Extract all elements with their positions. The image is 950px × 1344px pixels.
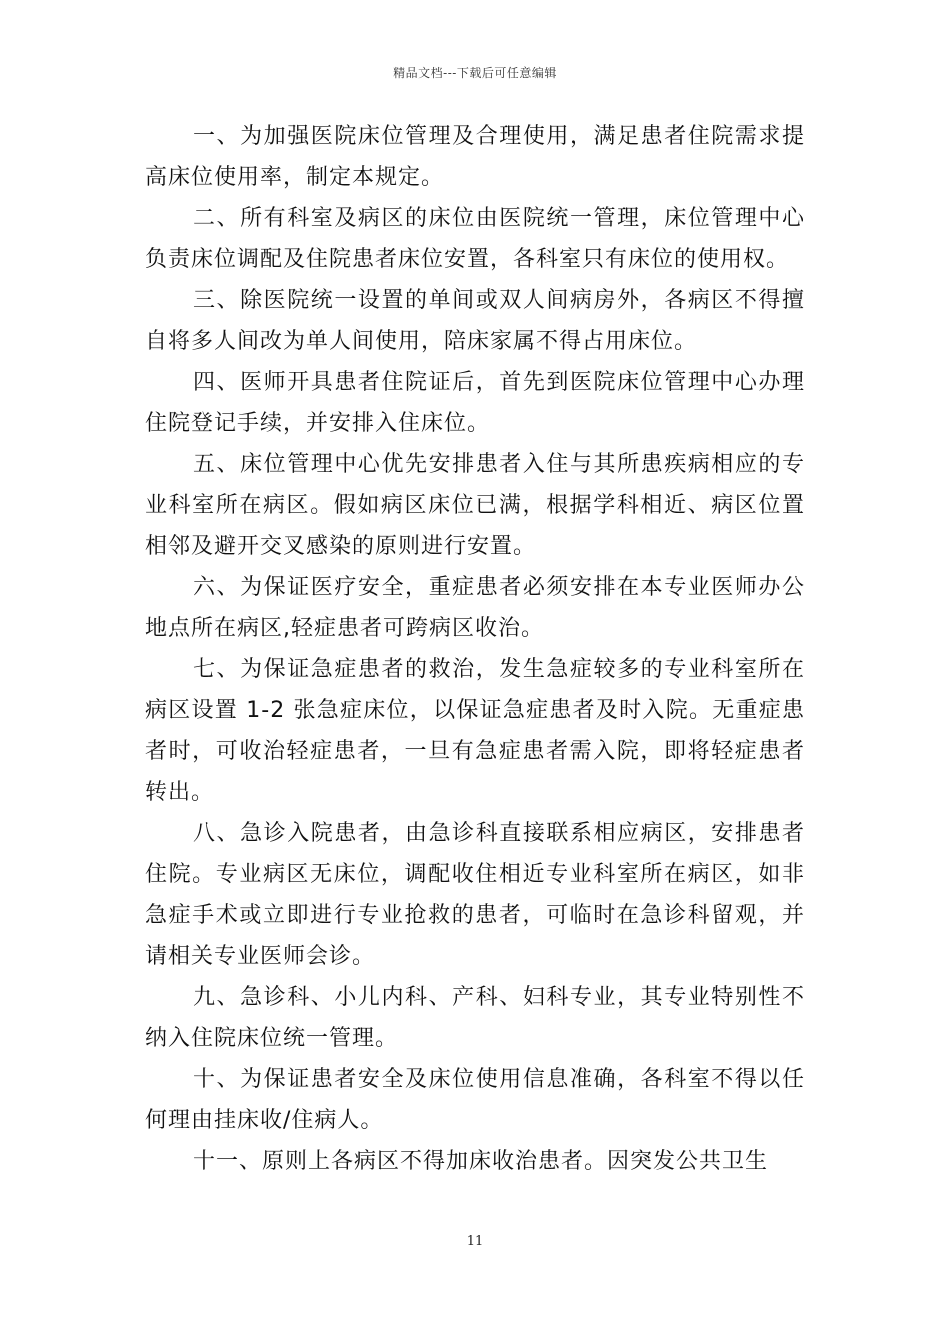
page-header: 精品文档---下载后可任意编辑	[393, 66, 557, 80]
paragraph-9: 九、急诊科、小儿内科、产科、妇科专业，其专业特别性不纳入住院床位统一管理。	[145, 985, 805, 1051]
document-body	[145, 116, 805, 1182]
paragraph-2: 二、所有科室及病区的床位由医院统一管理，床位管理中心负责床位调配及住院患者床位安置，各科室只有床位的使用权。	[145, 206, 805, 272]
paragraph-5: 五、床位管理中心优先安排患者入住与其所患疾病相应的专业科室所在病区。假如病区床位已满，根据学科相近、病区位置相邻及避开交叉感染的原则进行安置。	[145, 452, 805, 559]
paragraph-11: 十一、原则上各病区不得加床收治患者。因突发公共卫生	[193, 1149, 769, 1174]
paragraph-1: 一、为加强医院床位管理及合理使用，满足患者住院需求提高床位使用率，制定本规定。	[145, 124, 805, 190]
paragraph-3: 三、除医院统一设置的单间或双人间病房外，各病区不得擅自将多人间改为单人间使用，陪床家属不得占用床位。	[145, 288, 805, 354]
paragraph-4: 四、医师开具患者住院证后，首先到医院床位管理中心办理住院登记手续，并安排入住床位。	[145, 370, 805, 436]
paragraph-8: 八、急诊入院患者，由急诊科直接联系相应病区，安排患者住院。专业病区无床位，调配收住相近专业科室所在病区，如非急症手术或立即进行专业抢救的患者，可临时在急诊科留观，并请相关专业医师会诊。	[145, 821, 805, 969]
paragraph-10: 十、为保证患者安全及床位使用信息准确，各科室不得以任何理由挂床收/住病人。	[145, 1067, 805, 1133]
paragraph-6: 六、为保证医疗安全，重症患者必须安排在本专业医师办公地点所在病区,轻症患者可跨病区收治。	[145, 575, 805, 641]
page-number: 11	[466, 1234, 484, 1249]
paragraph-7: 七、为保证急症患者的救治，发生急症较多的专业科室所在病区设置 1-2 张急症床位，以保证急症患者及时入院。无重症患者时，可收治轻症患者，一旦有急症患者需入院，即将轻症患者转出。	[145, 657, 805, 805]
